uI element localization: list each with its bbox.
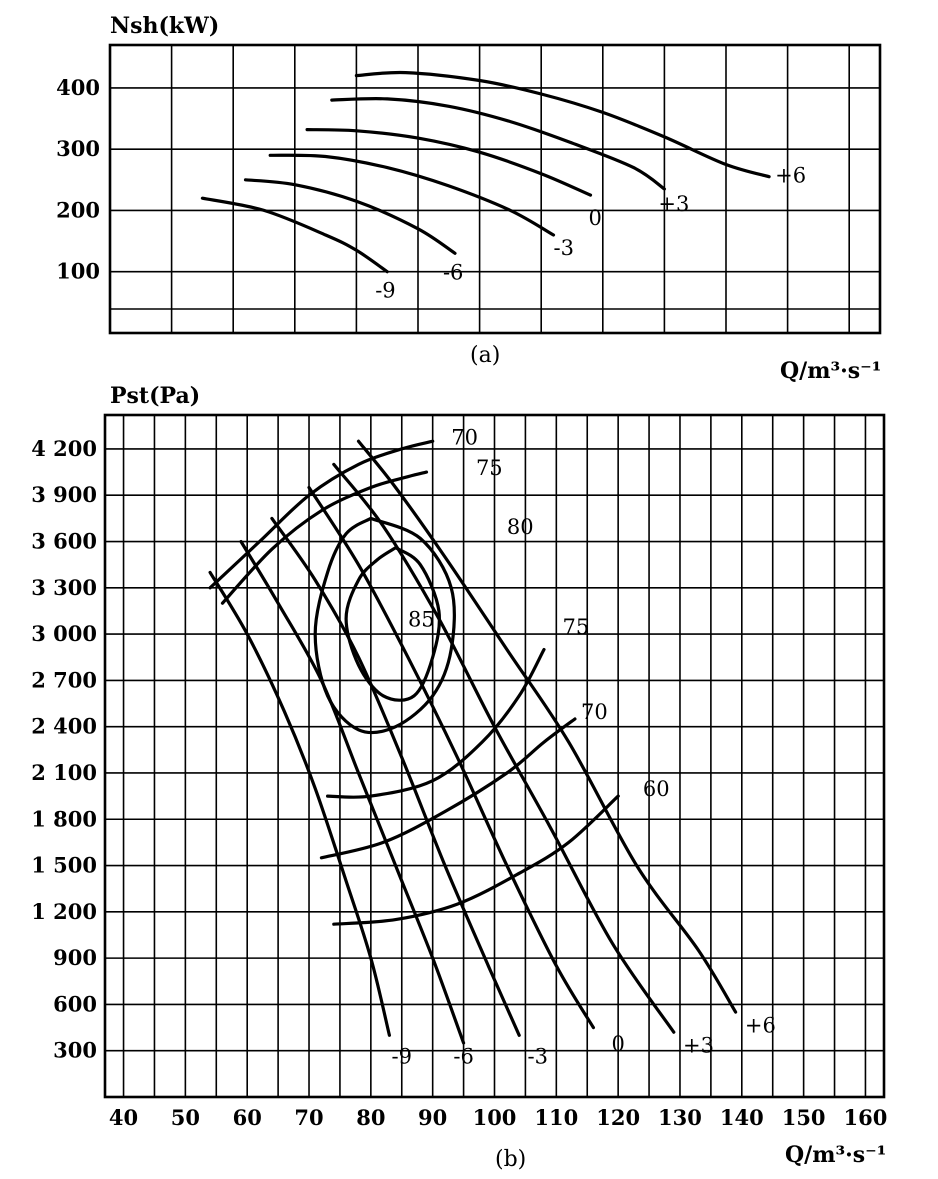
chart-b-y-tick-label: 3 900 xyxy=(31,482,97,508)
chart-b-y-tick-label: 300 xyxy=(53,1037,97,1063)
chart-b-caption: (b) xyxy=(495,1147,527,1172)
chart-b-y-tick-label: 2 700 xyxy=(31,667,97,693)
chart-b-blade-label: -9 xyxy=(391,1044,412,1069)
chart-b-y-tick-label: 2 100 xyxy=(31,759,97,785)
chart-b-y-tick-label: 1 800 xyxy=(31,806,97,832)
chart-b-x-tick-label: 50 xyxy=(170,1105,200,1130)
chart-b-blade-labels xyxy=(392,1013,776,1068)
chart-b-contour-label: 60 xyxy=(642,777,670,802)
chart-b-y-tick-label: 900 xyxy=(53,945,97,971)
chart-b-blade-label: -3 xyxy=(527,1044,549,1069)
chart-b-y-tick-label: 3 000 xyxy=(31,621,97,647)
chart-b-blade-curve xyxy=(334,464,674,1032)
chart-a-curve-label: -3 xyxy=(553,235,574,260)
chart-b-blade-curves xyxy=(210,441,736,1043)
chart-a-y-tick-label: 100 xyxy=(56,258,100,284)
chart-b-contour-label: 70 xyxy=(581,699,608,724)
chart-b-contour-label: 75 xyxy=(562,615,590,640)
chart-b-y-tick-label: 3 300 xyxy=(31,574,97,600)
chart-b-x-tick-label: 110 xyxy=(534,1105,579,1130)
chart-b-contour-label: 80 xyxy=(506,514,534,539)
chart-b-blade-label: +6 xyxy=(744,1013,776,1038)
chart-a-curve-label: -9 xyxy=(375,278,396,303)
chart-b-y-axis-label: Pst(Pa) xyxy=(110,383,201,409)
chart-b-x-tick-label: 140 xyxy=(719,1105,764,1130)
chart-a-curve-label: +6 xyxy=(775,163,807,188)
chart-b-y-tick-label: 1 500 xyxy=(31,852,97,878)
chart-b-y-ticks xyxy=(31,436,97,1063)
chart-b-y-tick-label: 4 200 xyxy=(31,435,97,461)
chart-a-curve xyxy=(270,155,553,235)
chart-a-curves xyxy=(202,72,769,271)
chart-b-x-tick-label: 150 xyxy=(781,1105,826,1130)
chart-a-curve xyxy=(332,99,665,189)
chart-b-x-tick-label: 80 xyxy=(356,1105,386,1130)
chart-b-blade-label: 0 xyxy=(611,1031,625,1056)
chart-b-y-tick-label: 600 xyxy=(53,991,97,1017)
chart-b-x-ticks xyxy=(109,1105,887,1130)
chart-a-y-tick-label: 400 xyxy=(56,74,100,100)
chart-a-curve-label: +3 xyxy=(658,192,690,216)
chart-a-power xyxy=(56,13,881,384)
chart-a-grid xyxy=(110,45,880,333)
chart-b-grid xyxy=(105,415,884,1097)
chart-b-x-tick-label: 120 xyxy=(596,1105,641,1130)
chart-b-pressure xyxy=(31,383,887,1172)
chart-a-y-ticks xyxy=(56,75,100,284)
chart-b-x-tick-label: 90 xyxy=(418,1105,448,1130)
chart-b-x-tick-label: 70 xyxy=(294,1105,324,1130)
chart-b-contour-label: 75 xyxy=(475,456,503,481)
chart-a-caption: (a) xyxy=(470,343,501,368)
chart-b-x-tick-label: 160 xyxy=(843,1105,888,1130)
chart-b-x-tick-label: 100 xyxy=(472,1105,517,1130)
chart-b-x-tick-label: 60 xyxy=(232,1105,262,1130)
chart-b-y-tick-label: 1 200 xyxy=(31,898,97,924)
chart-b-contour-label: 85 xyxy=(407,607,435,632)
chart-a-y-tick-label: 300 xyxy=(56,136,100,162)
chart-b-efficiency-contour xyxy=(210,441,433,588)
chart-a-curve-labels xyxy=(375,164,806,303)
chart-b-x-axis-label: Q/m³·s⁻¹ xyxy=(785,1142,887,1168)
chart-b-blade-label: -6 xyxy=(453,1044,474,1069)
chart-b-contour-label: 70 xyxy=(451,425,478,450)
chart-b-y-tick-label: 3 600 xyxy=(31,528,97,554)
chart-a-curve-label: 0 xyxy=(588,206,602,231)
chart-b-x-tick-label: 40 xyxy=(108,1105,139,1130)
chart-a-curve xyxy=(246,180,456,254)
chart-a-curve-label: -6 xyxy=(442,260,464,285)
chart-b-x-tick-label: 130 xyxy=(658,1105,702,1130)
chart-a-x-axis-label: Q/m³·s⁻¹ xyxy=(780,358,882,384)
chart-b-blade-label: +3 xyxy=(683,1033,715,1058)
chart-a-y-axis-label: Nsh(kW) xyxy=(110,13,220,39)
chart-a-y-tick-label: 200 xyxy=(56,197,100,223)
chart-b-y-tick-label: 2 400 xyxy=(31,713,97,739)
